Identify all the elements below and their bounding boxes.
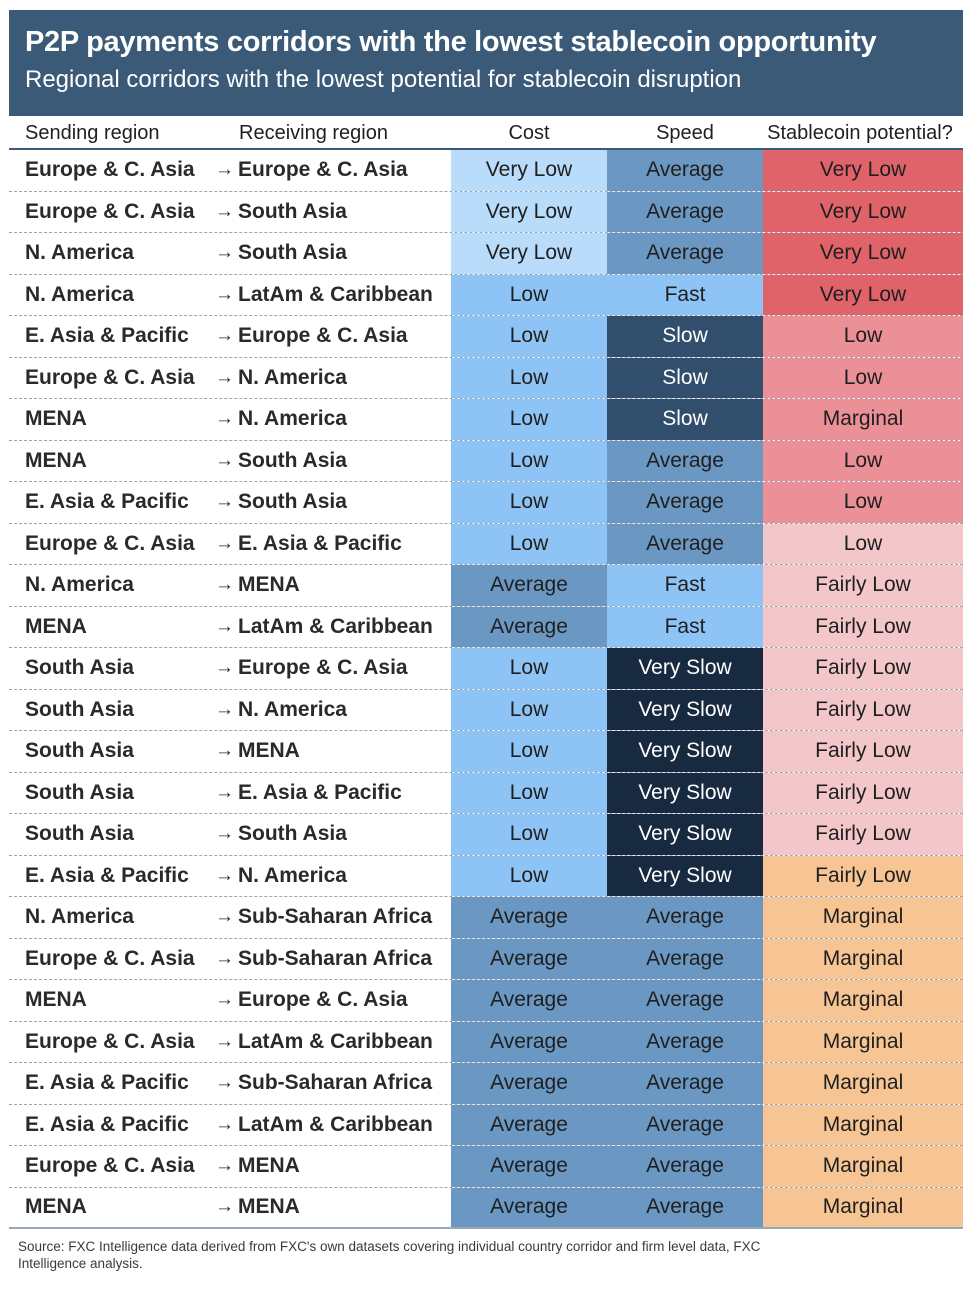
arrow-icon: →	[215, 657, 234, 679]
table-row	[9, 1146, 963, 1188]
speed-cell: Fast	[607, 607, 763, 648]
sending-region-cell: South Asia	[25, 739, 134, 763]
sending-region-cell: E. Asia & Pacific	[25, 490, 189, 514]
corridor-table	[9, 116, 963, 1229]
receiving-region-label: LatAm & Caribbean	[238, 1112, 433, 1136]
arrow-icon: →	[215, 408, 234, 430]
cost-cell: Low	[451, 648, 607, 689]
speed-cell: Fast	[607, 275, 763, 316]
receiving-region-label: MENA	[238, 1154, 300, 1178]
speed-cell: Average	[607, 939, 763, 980]
table-body	[9, 150, 963, 1229]
stablecoin-potential-cell: Fairly Low	[763, 648, 963, 689]
speed-cell: Average	[607, 1105, 763, 1146]
cost-cell: Low	[451, 482, 607, 523]
cost-cell: Low	[451, 731, 607, 772]
cost-cell: Average	[451, 1063, 607, 1104]
arrow-icon: →	[215, 1196, 234, 1218]
stablecoin-potential-cell: Marginal	[763, 1063, 963, 1104]
receiving-region-cell	[215, 233, 451, 274]
column-header-stablecoin-potential: Stablecoin potential?	[767, 122, 953, 144]
column-header-speed: Speed	[656, 122, 714, 144]
arrow-icon: →	[215, 325, 234, 347]
speed-cell: Slow	[607, 358, 763, 399]
receiving-region-cell	[215, 1146, 451, 1187]
sending-region-cell: N. America	[25, 282, 134, 306]
sending-region-cell: MENA	[25, 1195, 87, 1219]
arrow-icon: →	[215, 532, 234, 554]
receiving-region-label: N. America	[238, 697, 347, 721]
speed-cell: Average	[607, 1188, 763, 1228]
stablecoin-potential-cell: Low	[763, 441, 963, 482]
cost-cell: Average	[451, 1105, 607, 1146]
column-header-row	[9, 116, 963, 150]
table-row	[9, 441, 963, 483]
speed-cell: Slow	[607, 316, 763, 357]
sending-region-cell: N. America	[25, 573, 134, 597]
stablecoin-potential-cell: Marginal	[763, 897, 963, 938]
cost-cell: Average	[451, 1022, 607, 1063]
speed-cell: Very Slow	[607, 856, 763, 897]
cost-cell: Low	[451, 690, 607, 731]
receiving-region-cell	[215, 773, 451, 814]
speed-cell: Average	[607, 524, 763, 565]
table-row	[9, 233, 963, 275]
stablecoin-potential-cell: Marginal	[763, 399, 963, 440]
stablecoin-potential-cell: Fairly Low	[763, 856, 963, 897]
receiving-region-label: Sub-Saharan Africa	[238, 905, 433, 929]
table-row	[9, 856, 963, 898]
cost-cell: Low	[451, 316, 607, 357]
stablecoin-potential-cell: Fairly Low	[763, 773, 963, 814]
table-row	[9, 399, 963, 441]
table-row	[9, 482, 963, 524]
arrow-icon: →	[215, 366, 234, 388]
speed-cell: Average	[607, 1022, 763, 1063]
table-row	[9, 607, 963, 649]
cost-cell: Low	[451, 358, 607, 399]
cost-cell: Average	[451, 897, 607, 938]
receiving-region-label: Europe & C. Asia	[238, 158, 408, 182]
cost-cell: Average	[451, 565, 607, 606]
arrow-icon: →	[215, 1030, 234, 1052]
arrow-icon: →	[215, 781, 234, 803]
receiving-region-label: N. America	[238, 407, 347, 431]
receiving-region-label: MENA	[238, 573, 300, 597]
cost-cell: Low	[451, 814, 607, 855]
sending-region-cell: Europe & C. Asia	[25, 1029, 195, 1053]
receiving-region-cell	[215, 524, 451, 565]
stablecoin-potential-cell: Marginal	[763, 1022, 963, 1063]
receiving-region-label: South Asia	[238, 448, 347, 472]
stablecoin-potential-cell: Very Low	[763, 233, 963, 274]
receiving-region-cell	[215, 607, 451, 648]
stablecoin-potential-cell: Fairly Low	[763, 731, 963, 772]
speed-cell: Average	[607, 233, 763, 274]
receiving-region-cell	[215, 441, 451, 482]
cost-cell: Low	[451, 524, 607, 565]
arrow-icon: →	[215, 698, 234, 720]
speed-cell: Average	[607, 441, 763, 482]
receiving-region-label: N. America	[238, 365, 347, 389]
sending-region-cell: MENA	[25, 448, 87, 472]
sending-region-cell: Europe & C. Asia	[25, 531, 195, 555]
cost-cell: Average	[451, 1188, 607, 1228]
stablecoin-potential-cell: Fairly Low	[763, 565, 963, 606]
receiving-region-cell	[215, 856, 451, 897]
cost-cell: Average	[451, 1146, 607, 1187]
arrow-icon: →	[215, 947, 234, 969]
cost-cell: Low	[451, 856, 607, 897]
cost-cell: Low	[451, 275, 607, 316]
cost-cell: Average	[451, 980, 607, 1021]
table-row	[9, 897, 963, 939]
receiving-region-label: MENA	[238, 1195, 300, 1219]
receiving-region-label: South Asia	[238, 241, 347, 265]
receiving-region-cell	[215, 399, 451, 440]
sending-region-cell: Europe & C. Asia	[25, 199, 195, 223]
source-note: Source: FXC Intelligence data derived from FXC's own datasets covering individual country corridor and firm level data, FXC Intelligence analysis.	[18, 1239, 761, 1271]
stablecoin-potential-cell: Marginal	[763, 980, 963, 1021]
stablecoin-potential-cell: Marginal	[763, 1105, 963, 1146]
receiving-region-cell	[215, 275, 451, 316]
table-row	[9, 939, 963, 981]
table-row	[9, 814, 963, 856]
speed-cell: Very Slow	[607, 773, 763, 814]
receiving-region-cell	[215, 482, 451, 523]
table-row	[9, 980, 963, 1022]
cost-cell: Low	[451, 441, 607, 482]
receiving-region-label: E. Asia & Pacific	[238, 531, 402, 555]
receiving-region-label: LatAm & Caribbean	[238, 282, 433, 306]
column-header-cost: Cost	[508, 122, 550, 144]
sending-region-cell: South Asia	[25, 780, 134, 804]
sending-region-cell: Europe & C. Asia	[25, 365, 195, 389]
table-row	[9, 524, 963, 566]
stablecoin-potential-cell: Marginal	[763, 1146, 963, 1187]
sending-region-cell: E. Asia & Pacific	[25, 863, 189, 887]
speed-cell: Average	[607, 192, 763, 233]
stablecoin-potential-cell: Marginal	[763, 1188, 963, 1228]
table-row	[9, 1022, 963, 1064]
receiving-region-cell	[215, 565, 451, 606]
table-row	[9, 192, 963, 234]
arrow-icon: →	[215, 740, 234, 762]
table-row	[9, 358, 963, 400]
cost-cell: Average	[451, 939, 607, 980]
sending-region-cell: South Asia	[25, 822, 134, 846]
arrow-icon: →	[215, 242, 234, 264]
speed-cell: Average	[607, 482, 763, 523]
table-row	[9, 731, 963, 773]
cost-cell: Low	[451, 399, 607, 440]
arrow-icon: →	[215, 491, 234, 513]
stablecoin-potential-cell: Marginal	[763, 939, 963, 980]
table-row	[9, 648, 963, 690]
receiving-region-cell	[215, 358, 451, 399]
receiving-region-cell	[215, 1063, 451, 1104]
sending-region-cell: MENA	[25, 407, 87, 431]
arrow-icon: →	[215, 823, 234, 845]
speed-cell: Very Slow	[607, 814, 763, 855]
receiving-region-label: LatAm & Caribbean	[238, 1029, 433, 1053]
receiving-region-label: South Asia	[238, 199, 347, 223]
receiving-region-cell	[215, 150, 451, 191]
receiving-region-label: Sub-Saharan Africa	[238, 946, 433, 970]
receiving-region-label: Sub-Saharan Africa	[238, 1071, 433, 1095]
sending-region-cell: South Asia	[25, 697, 134, 721]
receiving-region-cell	[215, 980, 451, 1021]
receiving-region-label: South Asia	[238, 822, 347, 846]
receiving-region-cell	[215, 192, 451, 233]
receiving-region-label: LatAm & Caribbean	[238, 614, 433, 638]
arrow-icon: →	[215, 1072, 234, 1094]
arrow-icon: →	[215, 615, 234, 637]
sending-region-cell: E. Asia & Pacific	[25, 1071, 189, 1095]
speed-cell: Average	[607, 1146, 763, 1187]
speed-cell: Slow	[607, 399, 763, 440]
table-row	[9, 150, 963, 192]
receiving-region-cell	[215, 648, 451, 689]
receiving-region-label: MENA	[238, 739, 300, 763]
stablecoin-potential-cell: Low	[763, 316, 963, 357]
receiving-region-cell	[215, 731, 451, 772]
speed-cell: Average	[607, 897, 763, 938]
receiving-region-cell	[215, 814, 451, 855]
stablecoin-potential-cell: Very Low	[763, 192, 963, 233]
speed-cell: Average	[607, 1063, 763, 1104]
stablecoin-potential-cell: Low	[763, 482, 963, 523]
cost-cell: Low	[451, 773, 607, 814]
stablecoin-potential-cell: Fairly Low	[763, 690, 963, 731]
arrow-icon: →	[215, 159, 234, 181]
receiving-region-label: South Asia	[238, 490, 347, 514]
sending-region-cell: Europe & C. Asia	[25, 946, 195, 970]
sending-region-cell: MENA	[25, 988, 87, 1012]
speed-cell: Average	[607, 150, 763, 191]
arrow-icon: →	[215, 989, 234, 1011]
receiving-region-label: Europe & C. Asia	[238, 656, 408, 680]
sending-region-cell: MENA	[25, 614, 87, 638]
arrow-icon: →	[215, 449, 234, 471]
receiving-region-label: N. America	[238, 863, 347, 887]
table-row	[9, 690, 963, 732]
column-header-receiving-region: Receiving region	[239, 122, 388, 144]
receiving-region-cell	[215, 1188, 451, 1228]
cost-cell: Very Low	[451, 150, 607, 191]
cost-cell: Very Low	[451, 192, 607, 233]
stablecoin-potential-cell: Very Low	[763, 150, 963, 191]
arrow-icon: →	[215, 200, 234, 222]
chart-subtitle: Regional corridors with the lowest potential for stablecoin disruption	[25, 66, 742, 93]
column-header-sending-region: Sending region	[25, 122, 160, 144]
table-row	[9, 275, 963, 317]
sending-region-cell: E. Asia & Pacific	[25, 1112, 189, 1136]
table-row	[9, 1105, 963, 1147]
cost-cell: Very Low	[451, 233, 607, 274]
arrow-icon: →	[215, 1113, 234, 1135]
arrow-icon: →	[215, 1155, 234, 1177]
sending-region-cell: Europe & C. Asia	[25, 158, 195, 182]
chart-title: P2P payments corridors with the lowest stablecoin opportunity	[25, 26, 877, 58]
arrow-icon: →	[215, 906, 234, 928]
stablecoin-potential-cell: Fairly Low	[763, 607, 963, 648]
table-row	[9, 1063, 963, 1105]
sending-region-cell: Europe & C. Asia	[25, 1154, 195, 1178]
arrow-icon: →	[215, 864, 234, 886]
receiving-region-cell	[215, 897, 451, 938]
stablecoin-potential-cell: Low	[763, 358, 963, 399]
arrow-icon: →	[215, 283, 234, 305]
sending-region-cell: N. America	[25, 905, 134, 929]
cost-cell: Average	[451, 607, 607, 648]
table-row	[9, 1188, 963, 1230]
stablecoin-potential-cell: Low	[763, 524, 963, 565]
receiving-region-cell	[215, 939, 451, 980]
speed-cell: Very Slow	[607, 731, 763, 772]
receiving-region-label: E. Asia & Pacific	[238, 780, 402, 804]
receiving-region-cell	[215, 1022, 451, 1063]
sending-region-cell: E. Asia & Pacific	[25, 324, 189, 348]
sending-region-cell: South Asia	[25, 656, 134, 680]
receiving-region-label: Europe & C. Asia	[238, 988, 408, 1012]
stablecoin-potential-cell: Very Low	[763, 275, 963, 316]
speed-cell: Very Slow	[607, 690, 763, 731]
table-row	[9, 565, 963, 607]
table-row	[9, 773, 963, 815]
table-row	[9, 316, 963, 358]
speed-cell: Very Slow	[607, 648, 763, 689]
sending-region-cell: N. America	[25, 241, 134, 265]
stablecoin-potential-cell: Fairly Low	[763, 814, 963, 855]
speed-cell: Average	[607, 980, 763, 1021]
arrow-icon: →	[215, 574, 234, 596]
speed-cell: Fast	[607, 565, 763, 606]
receiving-region-cell	[215, 1105, 451, 1146]
chart-header	[9, 10, 963, 116]
receiving-region-cell	[215, 690, 451, 731]
receiving-region-label: Europe & C. Asia	[238, 324, 408, 348]
receiving-region-cell	[215, 316, 451, 357]
